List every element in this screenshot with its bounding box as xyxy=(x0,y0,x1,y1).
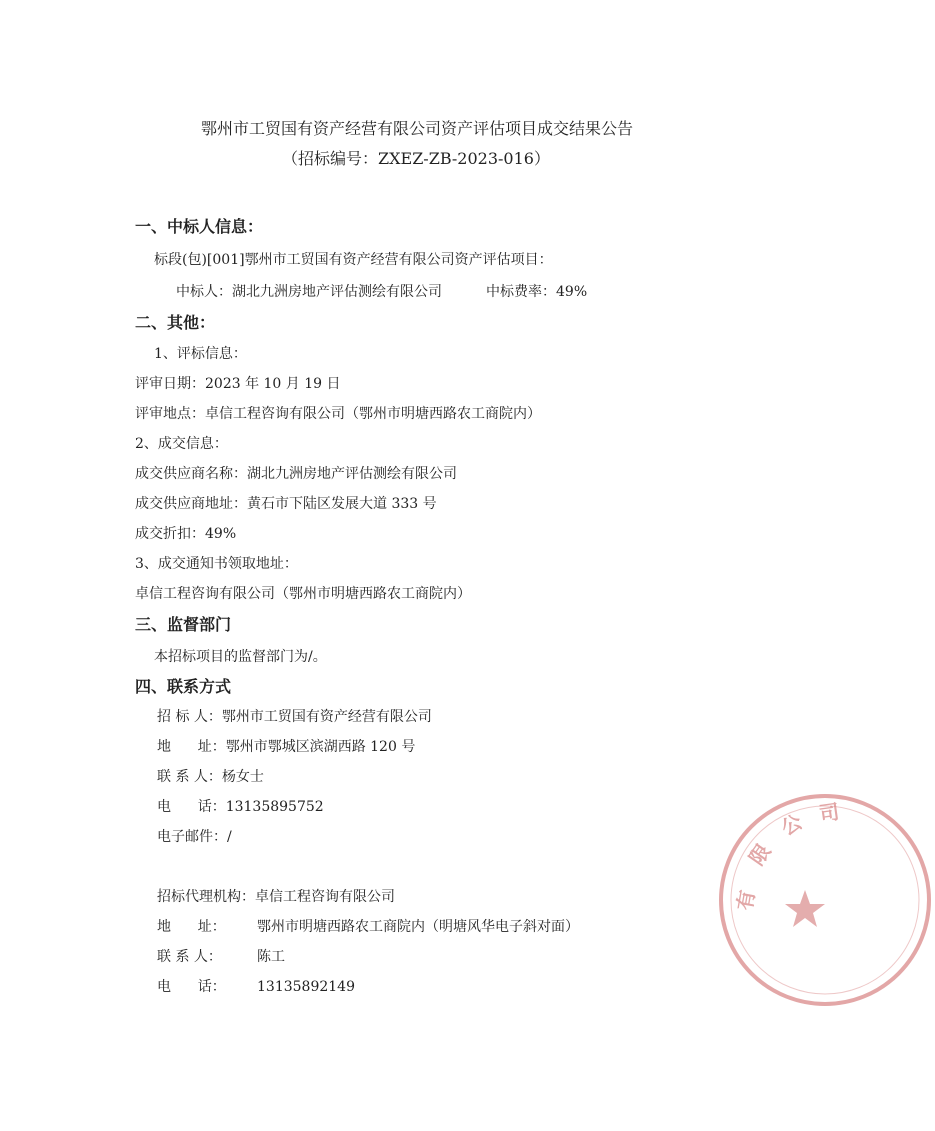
agency-contact-label: 联 系 人： xyxy=(157,949,222,965)
tenderer-line: 招 标 人：鄂州市工贸国有资产经营有限公司 xyxy=(157,709,432,725)
agency-line: 招标代理机构：卓信工程咨询有限公司 xyxy=(157,889,395,905)
notice-title: 3、成交通知书领取地址： xyxy=(135,556,298,572)
svg-text:有: 有 xyxy=(732,888,760,913)
supplier-address: 成交供应商地址：黄石市下陆区发展大道 333 号 xyxy=(135,496,437,512)
svg-text:限: 限 xyxy=(744,839,776,870)
supervision-text: 本招标项目的监督部门为/。 xyxy=(154,649,327,665)
svg-text:公: 公 xyxy=(776,809,807,841)
tenderer-address: 地 址：鄂州市鄂城区滨湖西路 120 号 xyxy=(157,739,416,755)
notice-address: 卓信工程咨询有限公司（鄂州市明塘西路农工商院内） xyxy=(135,586,471,602)
eval-date: 评审日期：2023 年 10 月 19 日 xyxy=(135,376,341,392)
winner-name: 中标人：湖北九洲房地产评估测绘有限公司 xyxy=(176,284,442,300)
official-seal xyxy=(715,790,935,1010)
tenderer-email: 电子邮件：/ xyxy=(157,829,232,845)
agency-phone-label: 电 话： xyxy=(157,979,226,995)
deal-discount: 成交折扣：49% xyxy=(135,526,237,542)
tender-number: （招标编号：ZXEZ-ZB-2023-016） xyxy=(282,149,550,168)
agency-phone: 13135892149 xyxy=(257,979,355,995)
supplier-name: 成交供应商名称：湖北九洲房地产评估测绘有限公司 xyxy=(135,466,457,482)
eval-place: 评审地点：卓信工程咨询有限公司（鄂州市明塘西路农工商院内） xyxy=(135,406,541,422)
eval-info-title: 1、评标信息： xyxy=(154,346,247,362)
svg-text:司: 司 xyxy=(817,799,841,826)
agency-address-label: 地 址： xyxy=(157,919,226,935)
tenderer-contact: 联 系 人：杨女士 xyxy=(157,769,264,785)
section-supervision-heading: 三、监督部门 xyxy=(135,615,232,634)
section-winner-heading: 一、中标人信息： xyxy=(135,217,264,236)
section-contact-heading: 四、联系方式 xyxy=(135,677,232,696)
page-title: 鄂州市工贸国有资产经营有限公司资产评估项目成交结果公告 xyxy=(201,119,634,138)
agency-address: 鄂州市明塘西路农工商院内（明塘风华电子斜对面） xyxy=(257,919,579,935)
agency-contact: 陈工 xyxy=(257,949,285,965)
deal-info-title: 2、成交信息： xyxy=(135,436,228,452)
section-other-heading: 二、其他： xyxy=(135,313,216,332)
winner-rate: 中标费率：49% xyxy=(486,284,588,300)
package-line: 标段(包)[001]鄂州市工贸国有资产经营有限公司资产评估项目： xyxy=(154,252,553,268)
tenderer-phone: 电 话：13135895752 xyxy=(157,799,324,815)
